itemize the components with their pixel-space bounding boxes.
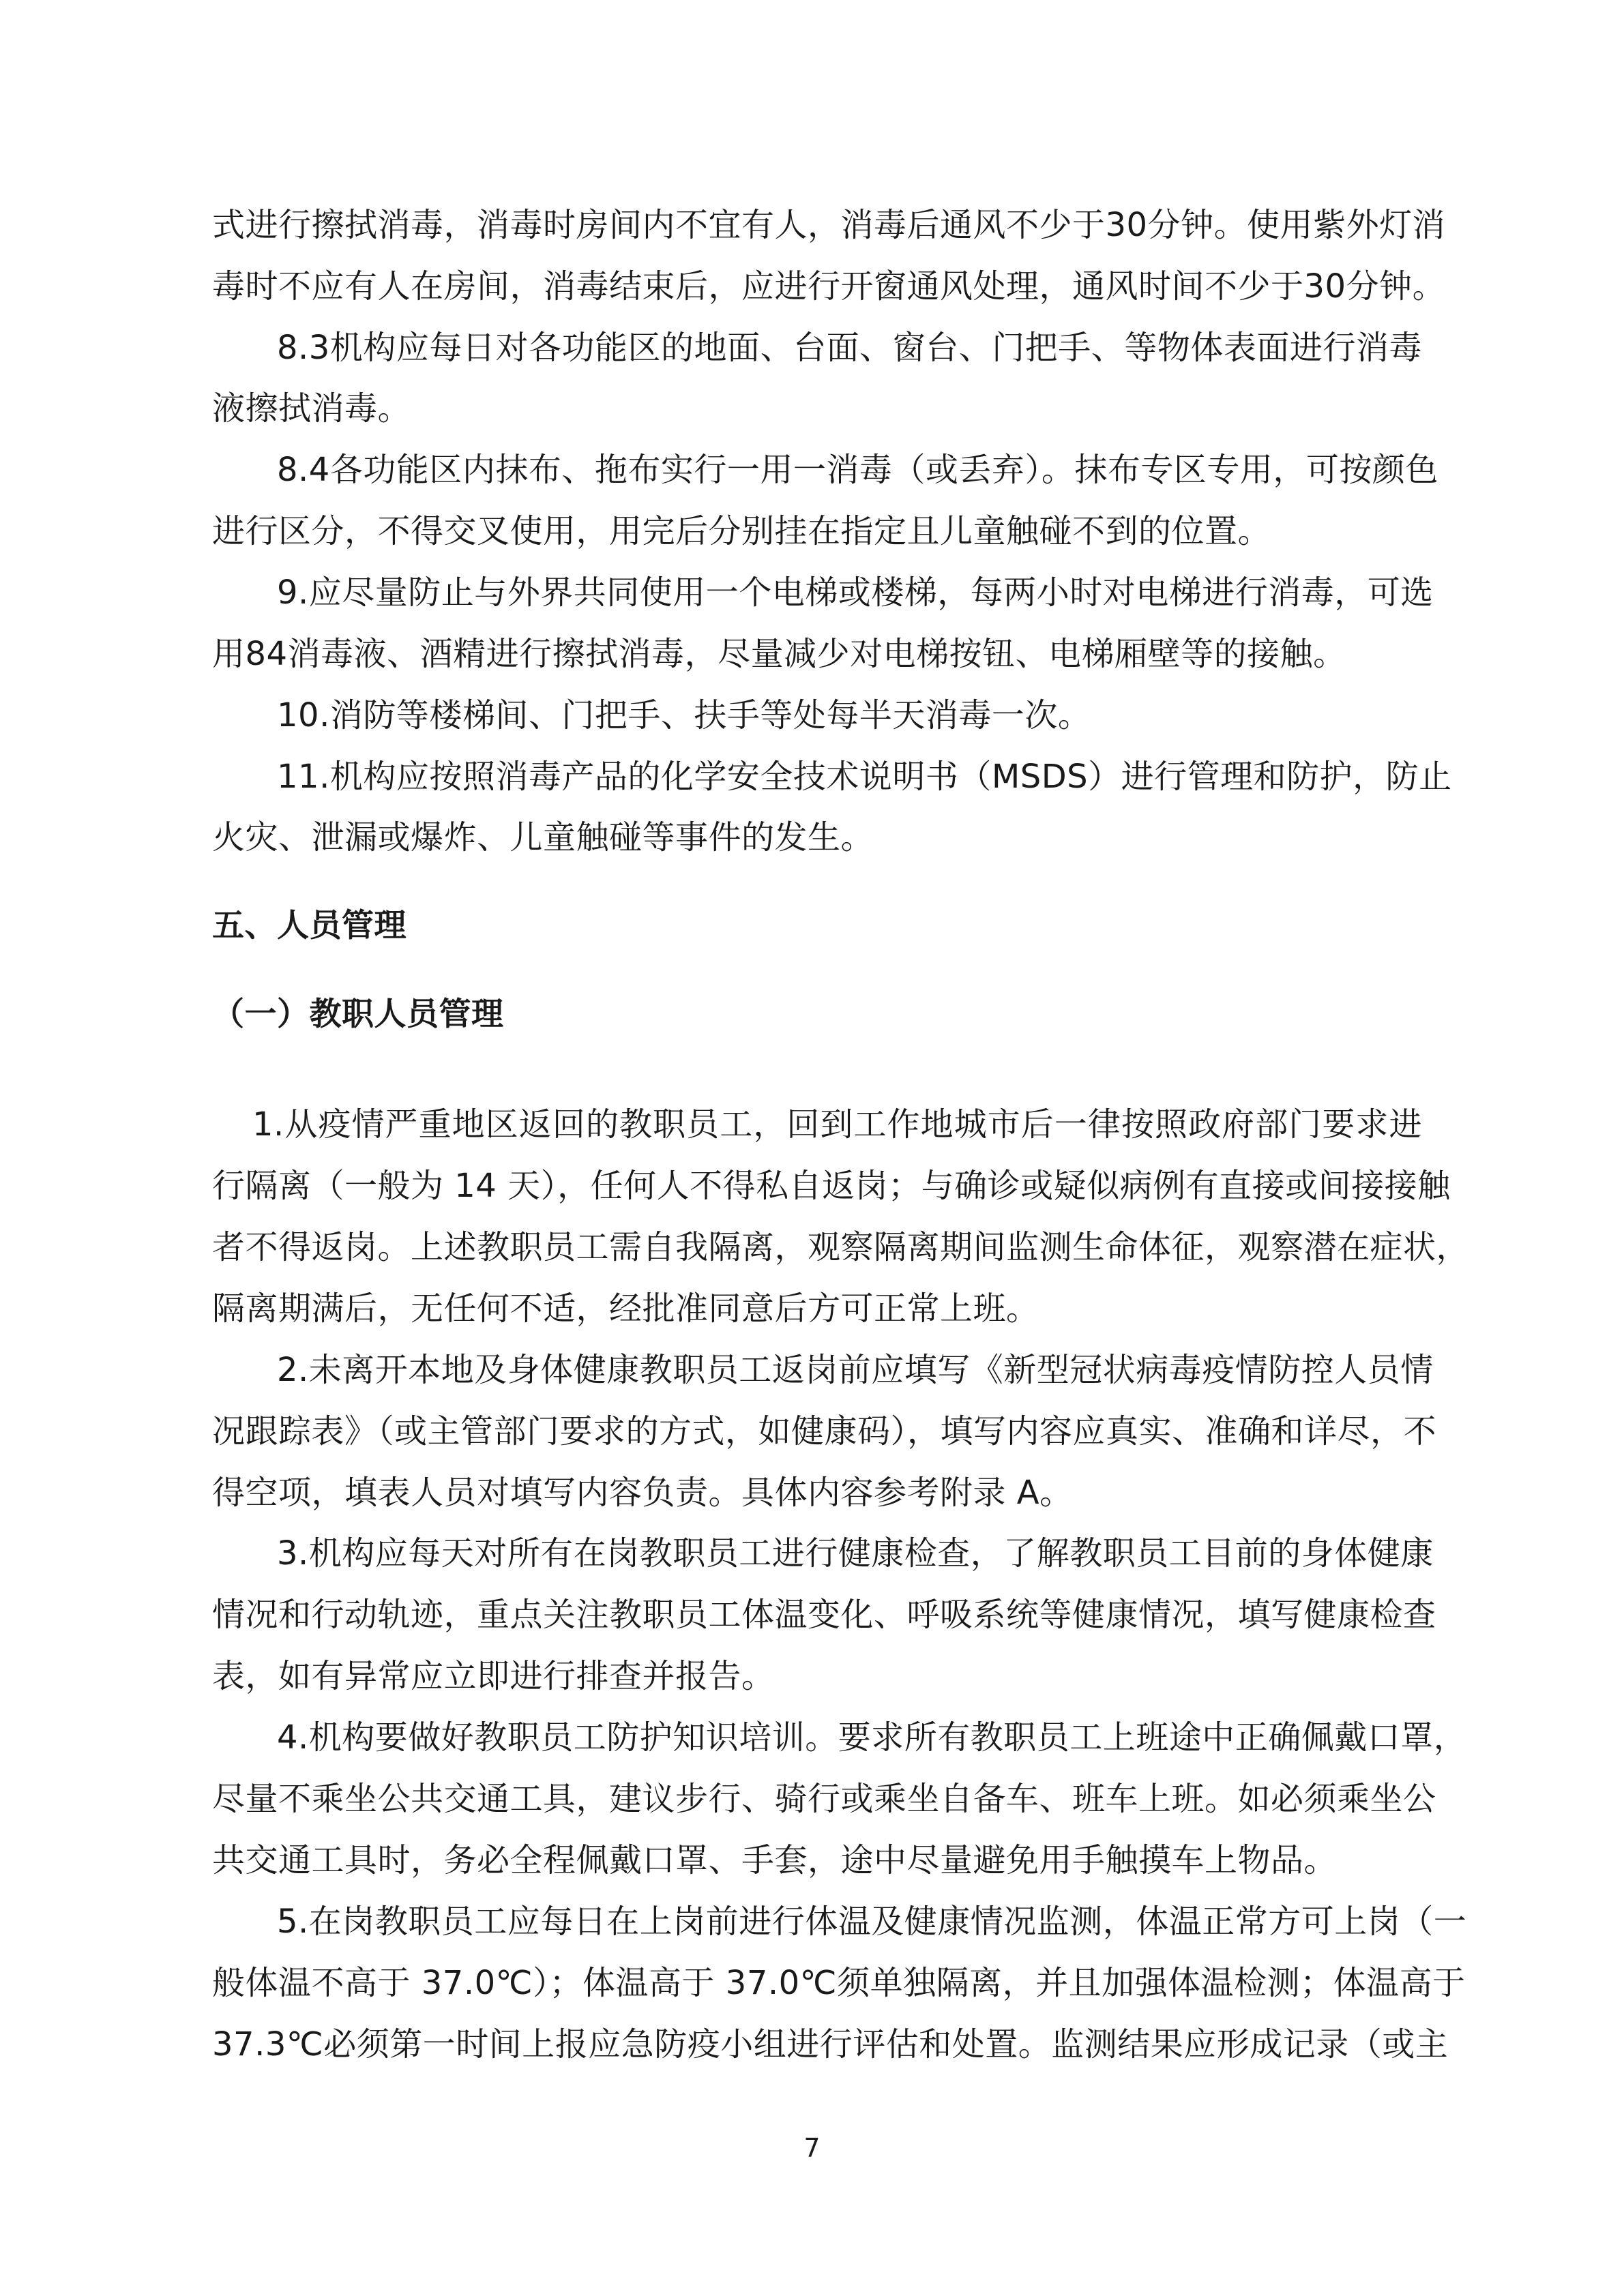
text-line: 用84消毒液、酒精进行擦拭消毒，尽量减少对电梯按钮、电梯厢壁等的接触。: [212, 635, 1346, 673]
text-line: 液擦拭消毒。: [212, 389, 411, 428]
text-line: 共交通工具时，务必全程佩戴口罩、手套，途中尽量避免用手触摸车上物品。: [212, 1841, 1338, 1879]
text-line: 8.4各功能区内抹布、拖布实行一用一消毒（或丢弃）。抹布专区专用，可按颜色: [277, 451, 1438, 489]
text-line: 表，如有异常应立即进行排查并报告。: [212, 1657, 775, 1695]
text-line: 况跟踪表》（或主管部门要求的方式，如健康码），填写内容应真实、准确和详尽，不: [212, 1412, 1437, 1450]
text-line: 5.在岗教职员工应每日在上岗前进行体温及健康情况监测，体温正常方可上岗（一: [277, 1903, 1467, 1941]
text-line: 得空项，填表人员对填写内容负责。具体内容参考附录 A。: [212, 1474, 1073, 1512]
section-heading: 五、人员管理: [212, 907, 407, 944]
text-line: 进行区分，不得交叉使用，用完后分别挂在指定且儿童触碰不到的位置。: [212, 512, 1271, 550]
text-line: 11.机构应按照消毒产品的化学安全技术说明书（MSDS）进行管理和防护，防止: [277, 758, 1452, 796]
text-line: 者不得返岗。上述教职员工需自我隔离，观察隔离期间监测生命体征，观察潜在症状，: [212, 1228, 1470, 1266]
text-line: 情况和行动轨迹，重点关注教职员工体温变化、呼吸系统等健康情况，填写健康检查: [212, 1596, 1436, 1634]
text-line: 隔离期满后，无任何不适，经批准同意后方可正常上班。: [212, 1289, 1039, 1328]
text-line: 37.3℃必须第一时间上报应急防疫小组进行评估和处置。监测结果应形成记录（或主: [212, 2025, 1449, 2063]
text-line: 式进行擦拭消毒，消毒时房间内不宜有人，消毒后通风不少于30分钟。使用紫外灯消: [212, 206, 1446, 244]
text-line: 1.从疫情严重地区返回的教职员工，回到工作地城市后一律按照政府部门要求进: [252, 1105, 1422, 1144]
subsection-heading: （一）教职人员管理: [212, 996, 504, 1033]
text-line: 8.3机构应每日对各功能区的地面、台面、窗台、门把手、等物体表面进行消毒: [277, 329, 1422, 367]
text-line: 3.机构应每天对所有在岗教职员工进行健康检查，了解教职员工目前的身体健康: [277, 1534, 1434, 1572]
text-line: 尽量不乘坐公共交通工具，建议步行、骑行或乘坐自备车、班车上班。如必须乘坐公: [212, 1780, 1436, 1818]
text-line: 4.机构要做好教职员工防护知识培训。要求所有教职员工上班途中正确佩戴口罩，: [277, 1718, 1467, 1757]
text-line: 火灾、泄漏或爆炸、儿童触碰等事件的发生。: [212, 818, 874, 856]
text-line: 9.应尽量防止与外界共同使用一个电梯或楼梯，每两小时对电梯进行消毒，可选: [277, 573, 1434, 612]
text-line: 毒时不应有人在房间，消毒结束后，应进行开窗通风处理，通风时间不少于30分钟。: [212, 267, 1446, 305]
text-line: 2.未离开本地及身体健康教职员工返岗前应填写《新型冠状病毒疫情防控人员情: [277, 1351, 1434, 1389]
page-number: 7: [803, 2133, 821, 2163]
text-line: 行隔离（一般为 14 天），任何人不得私自返岗；与确诊或疑似病例有直接或间接接触: [212, 1167, 1451, 1205]
text-line: 10.消防等楼梯间、门把手、扶手等处每半天消毒一次。: [277, 696, 1091, 734]
text-line: 般体温不高于 37.0℃）；体温高于 37.0℃须单独隔离，并且加强体温检测；体温高于: [212, 1964, 1466, 2002]
